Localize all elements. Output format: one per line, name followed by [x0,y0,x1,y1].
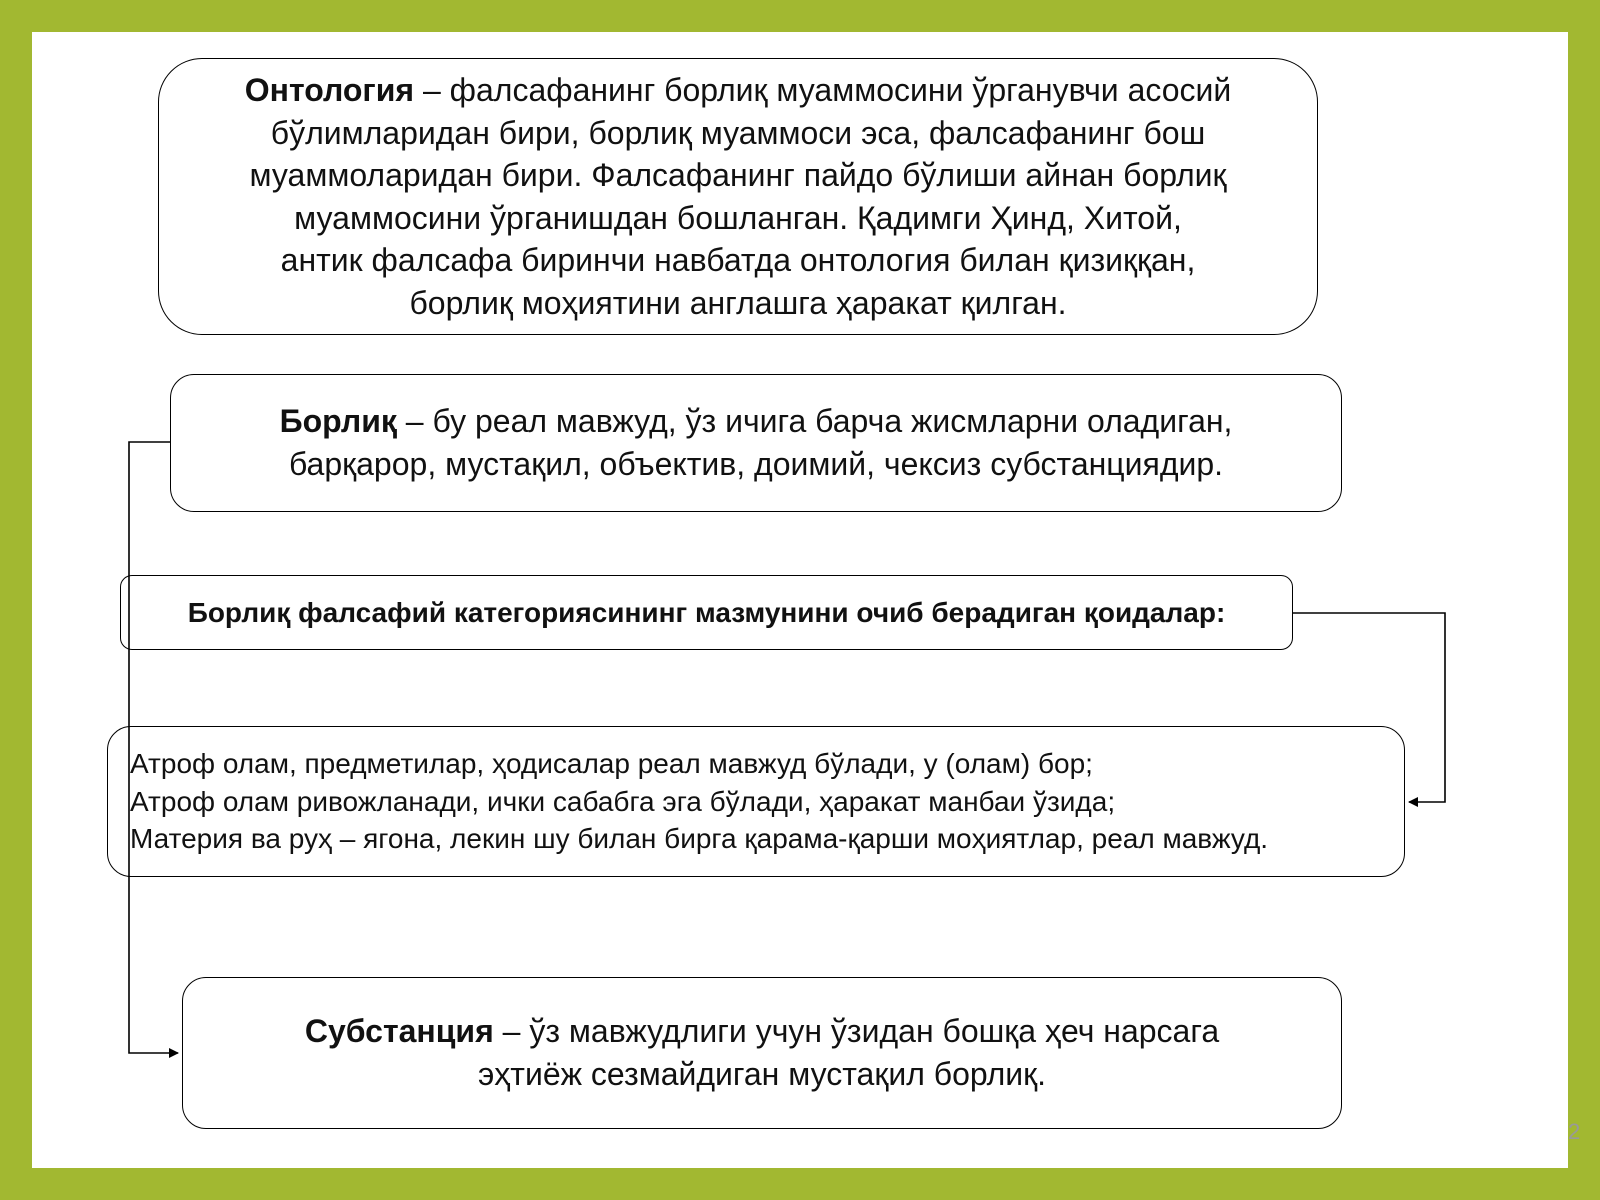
ontology-line-3: муаммоларидан бири. Фалсафанинг пайдо бўлиши айнан борлиқ [249,157,1227,193]
page-number: 2 [1568,1119,1581,1144]
substance-line-2: эҳтиёж сезмайдиган мустақил борлиқ. [477,1056,1047,1092]
rule-item-1: Атроф олам, предметилар, ҳодисалар реал мавжуд бўлади, у (олам) бор; [130,748,1093,780]
ontology-definition-box [158,58,1318,335]
substance-term: Субстанция [304,1013,494,1049]
ontology-line-4: муаммосини ўрганишдан бошланган. Қадимги Ҳинд, Хитой, [294,199,1182,236]
ontology-term: Онтология [244,72,415,108]
borliq-definition-box [170,374,1342,512]
borliq-term: Борлиқ [279,403,397,439]
borliq-line-1: – бу реал мавжуд, ўз ичига барча жисмларни оладиган, [396,403,1233,439]
substance-definition-box [182,977,1342,1129]
rule-item-2: Атроф олам ривожланади, ички сабабга эга бўлади, ҳаракат манбаи ўзида; [130,785,1116,817]
ontology-line-2: бўлимларидан бири, борлиқ муаммоси эса, фалсафанинг бош [270,114,1206,151]
substance-line-1: – ўз мавжудлиги учун ўзидан бошқа ҳеч нарсага [493,1013,1220,1049]
rule-item-3: Материя ва руҳ – ягона, лекин шу билан бирга қарама-қарши моҳиятлар, реал мавжуд. [130,823,1269,855]
rules-header-box [120,575,1293,650]
ontology-line-1: – фалсафанинг борлиқ муаммосини ўрганувчи асосий [414,72,1232,108]
rules-list-box [107,726,1405,877]
rules-header-text: Борлиқ фалсафий категориясининг мазмунини очиб берадиган қоидалар: [187,596,1226,628]
borliq-line-2: барқарор, мустақил, объектив, доимий, чексиз субстанциядир. [288,446,1224,482]
ontology-line-6: борлиқ моҳиятини англашга ҳаракат қилган. [409,284,1067,321]
ontology-line-5: антик фалсафа биринчи навбатда онтология билан қизиққан, [280,242,1196,278]
